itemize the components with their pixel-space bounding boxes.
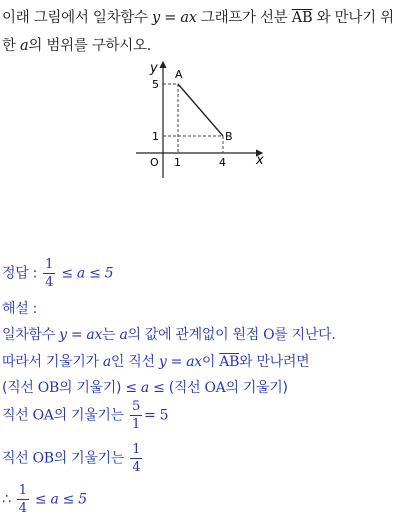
question-text-3: 와 만나기 위	[316, 10, 394, 26]
coordinate-graph	[0, 56, 400, 236]
y-tick-5: 5	[152, 78, 159, 91]
question-text-5: 의 범위를 구하시오.	[28, 38, 151, 54]
exp2-segment: $\overline{AB}$	[219, 354, 240, 370]
explanation-line-3	[2, 377, 288, 397]
therefore-symbol: ∴	[2, 491, 11, 508]
explanation-line-4	[2, 400, 168, 431]
exp1-text-c: 의 값에 관계없이 원점	[127, 327, 259, 343]
exp4-result: = 5	[144, 407, 169, 424]
x-tick-1: 1	[174, 156, 181, 169]
exp4-fraction-numerator: 5	[132, 399, 141, 414]
exp1-text-d: 를 지난다.	[274, 327, 336, 343]
exp6-fraction-numerator: 1	[18, 483, 27, 498]
y-tick-1: 1	[152, 130, 159, 143]
exp1-text-b: 는	[102, 327, 116, 343]
question-text-2: 그래프가 선분	[200, 10, 288, 26]
answer-fraction-denominator: 4	[45, 275, 54, 290]
explanation-line-1	[2, 324, 336, 344]
exp2-text-c: 이	[201, 354, 216, 370]
exp6-fraction-denominator: 4	[18, 501, 27, 516]
exp3-ob: OB	[37, 380, 59, 396]
exp1-text-a: 일차함수	[2, 327, 55, 343]
exp4-oa: OA	[32, 407, 54, 424]
exp3-inequality: ≤ a ≤	[125, 380, 165, 396]
exp3-text-a: (직선	[2, 380, 34, 396]
exp4-fraction	[130, 400, 142, 431]
exp3-text-d: 의 기울기)	[225, 380, 288, 396]
y-axis-label: y	[150, 61, 158, 76]
exp5-fraction-numerator: 1	[132, 442, 141, 457]
explanation-label: 해설 :	[2, 301, 38, 317]
exp5-fraction	[130, 443, 142, 474]
question-variable: a	[20, 38, 29, 54]
question-text-4: 한	[2, 38, 16, 54]
question-text-1: 이래 그림에서 일차함수	[2, 10, 148, 26]
exp4-fraction-denominator: 1	[132, 417, 141, 432]
exp2-text-a: 따라서 기울기가	[2, 354, 99, 370]
point-b-label: B	[225, 130, 233, 143]
exp3-oa: OA	[204, 380, 226, 396]
exp4-text-a: 직선	[2, 407, 29, 424]
exp2-equation: y = ax	[158, 354, 202, 370]
answer-line	[2, 258, 113, 289]
exp2-text-d: 와 만나려면	[239, 354, 310, 370]
exp5-text-a: 직선	[2, 450, 29, 467]
question-segment: $\overline{AB}$	[291, 10, 313, 26]
answer-fraction	[43, 258, 55, 289]
exp2-variable: a	[102, 354, 111, 370]
segment-ab	[178, 84, 223, 136]
exp4-text-b: 의 기울기는	[53, 407, 124, 424]
explanation-line-6	[2, 484, 87, 515]
answer-inequality: ≤ a ≤ 5	[61, 265, 114, 282]
exp3-text-b: 의 기울기)	[58, 380, 122, 396]
exp1-equation: y = ax	[59, 327, 103, 343]
explanation-line-5	[2, 443, 144, 474]
explanation-line-2	[2, 351, 309, 371]
answer-label: 정답 :	[2, 265, 38, 282]
question-line-2	[2, 34, 151, 55]
exp6-inequality: ≤ a ≤ 5	[34, 491, 87, 508]
exp5-ob: OB	[32, 450, 54, 467]
exp1-variable: a	[119, 327, 128, 343]
exp1-origin: O	[263, 327, 275, 343]
exp6-fraction	[17, 484, 29, 515]
question-equation: y = ax	[152, 10, 197, 26]
exp5-fraction-denominator: 4	[132, 460, 141, 475]
exp2-text-b: 인 직선	[110, 354, 155, 370]
x-axis-label: x	[256, 153, 264, 168]
exp3-text-c: (직선	[168, 380, 201, 396]
answer-fraction-numerator: 1	[45, 257, 54, 272]
x-tick-4: 4	[219, 156, 226, 169]
question-line-1	[2, 6, 394, 27]
point-a-label: A	[175, 68, 183, 81]
exp5-text-b: 의 기울기는	[53, 450, 125, 467]
origin-label: O	[150, 156, 159, 169]
